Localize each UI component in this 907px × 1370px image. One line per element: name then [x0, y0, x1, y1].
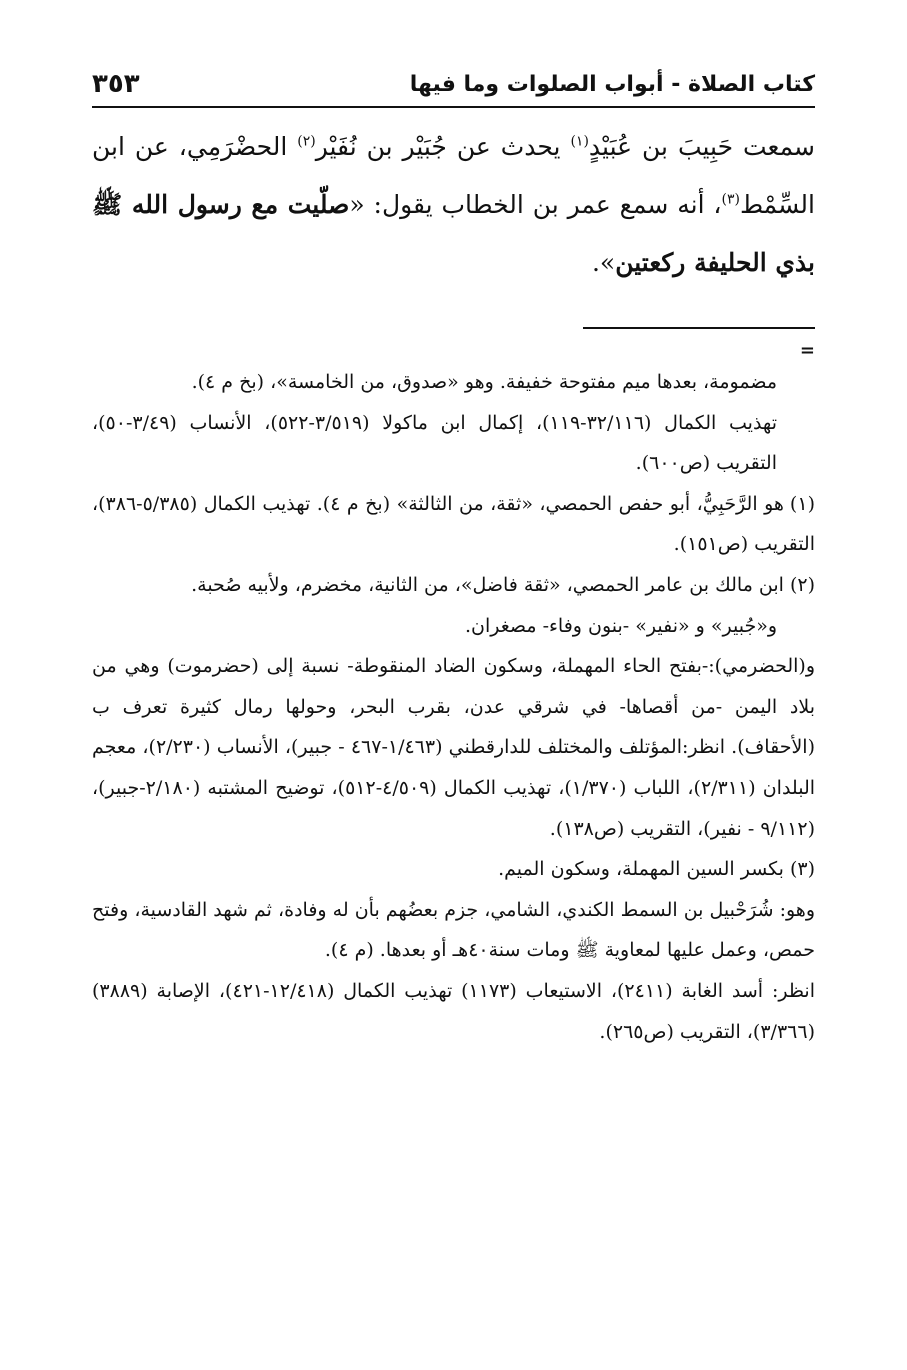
footnote-text: بكسر السين المهملة، وسكون الميم.: [498, 858, 784, 881]
footnote-continuation-refs: تهذيب الكمال (٣٢/١١٦-١١٩)، إكمال ابن ماكولا (٣/٥١٩-٥٢٢)، الأنساب (٣/٤٩-٥٠)، التقريب (ص٦٠٠).: [92, 411, 777, 475]
page-header: [92, 62, 815, 106]
footnote-3: [92, 849, 815, 890]
footnote-continuation: مضمومة، بعدها ميم مفتوحة خفيفة. وهو «صدوق، من الخامسة»، (بخ م ٤).: [191, 371, 777, 393]
footnotes: [92, 362, 815, 1052]
footnote-3-paragraph: وهو: شُرَحْبيل بن السمط الكندي، الشامي، جزم بعضُهم بأن له وفادة، ثم شهد القادسية، وفتح حمص، وعمل عليها لمعاوية ﷺ ومات سنة٤٠هـ أو بعدها. (م ٤).: [92, 898, 815, 962]
header-title: كتاب الصلاة - أبواب الصلوات وما فيها: [409, 71, 815, 97]
footnote-ref-2[interactable]: (٢): [297, 133, 316, 150]
page-number: ٣٥٣: [92, 69, 140, 99]
footnote-1: [92, 484, 815, 565]
footnote-number: (٢): [789, 573, 815, 596]
hadith-quote: صلّيت مع رسول الله ﷺ بذي الحليفة ركعتين: [92, 190, 815, 277]
main-text-part: يحدث عن جُبَيْر بن نُفَيْر: [315, 132, 571, 161]
footnote-number: (١): [789, 492, 815, 515]
main-text-part: سمعت حَبِيبَ بن عُبَيْدٍ: [588, 132, 816, 161]
footnote-separator: [583, 327, 815, 329]
footnote-ref-1[interactable]: (١): [570, 133, 589, 150]
footnote-text: هو الرَّحَبِيُّ، أبو حفص الحمصي، «ثقة، من الثالثة» (بخ م ٤). تهذيب الكمال (٥/٣٨٥-٣٨٦)، التقريب (ص١٥١).: [92, 492, 815, 556]
main-paragraph: [92, 118, 815, 292]
main-text-part: ».: [591, 248, 616, 277]
footnote-ref-3[interactable]: (٣): [721, 191, 740, 208]
main-text: [92, 118, 815, 292]
footnote-2: [92, 565, 815, 606]
header-rule: [92, 106, 815, 108]
footnote-number: (٣): [789, 858, 815, 881]
footnote-continuation-mark: =: [799, 340, 815, 361]
footnote-text: ابن مالك بن عامر الحمصي، «ثقة فاضل»، من الثانية، مخضرم، ولأبيه صُحبة.: [191, 573, 784, 596]
footnote-2-paragraph: و«جُبير» و «نفير» -بنون وفاء- مصغران.: [464, 614, 777, 637]
main-text-part: ، أنه سمع عمر بن الخطاب يقول: «: [349, 190, 722, 219]
main-text-part: الحضْرَمِي، عن ابن السِّمْط: [92, 132, 815, 219]
footnote-2-paragraph: و(الحضرمي):-بفتح الحاء المهملة، وسكون الضاد المنقوطة- نسبة إلى (حضرموت) وهي من بلاد اليمن -من أقصاها- في شرقي عدن، بقرب البحر، وحولها رمال كثيرة تعرف ب (الأحقاف). انظر:المؤتلف والمختلف للدارقطني (١/٤٦٣-٤٦٧ - جبير)، الأنساب (٢/٢٣٠)، معجم البلدان (٢/٣١١)، اللباب (١/٣٧٠)، تهذيب الكمال (٤/٥٠٩-٥١٢)، توضيح المشتبه (٢/١٨٠-جبير)، (٩/١١٢ - نفير)، التقريب (ص١٣٨).: [92, 655, 816, 840]
footnote-3-paragraph: انظر: أسد الغابة (٢٤١١)، الاستيعاب (١١٧٣) تهذيب الكمال (١٢/٤١٨-٤٢١)، الإصابة (٣٨٨٩) (٣/٣٦٦)، التقريب (ص٢٦٥).: [92, 979, 815, 1043]
